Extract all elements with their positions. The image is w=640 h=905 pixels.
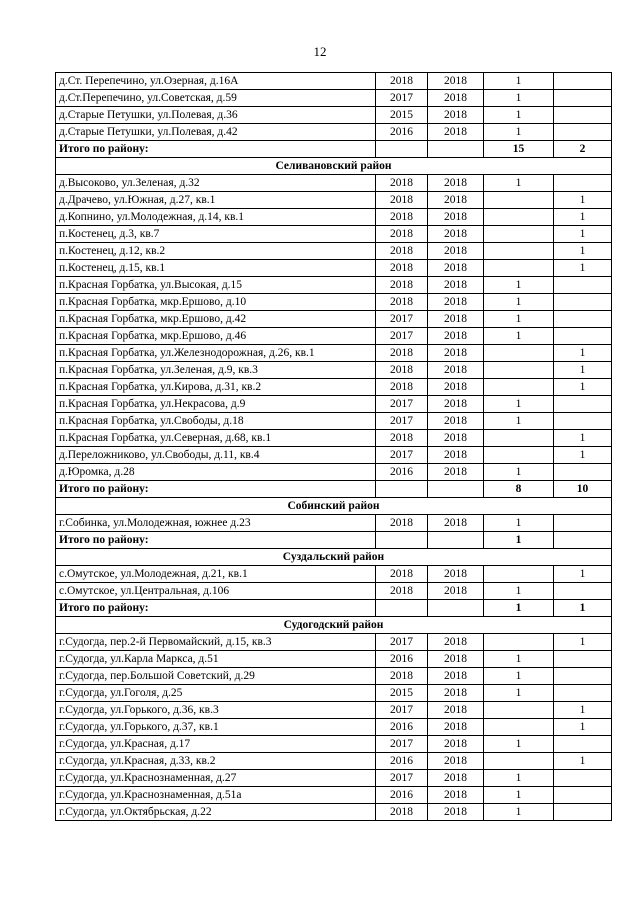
cell-count-b [554, 464, 612, 481]
cell-address: п.Красная Горбатка, ул.Некрасова, д.9 [56, 396, 376, 413]
cell-year-built: 2015 [376, 685, 428, 702]
table-row [56, 804, 612, 821]
cell-count-b [554, 804, 612, 821]
cell-year-built: 2018 [376, 175, 428, 192]
cell-count-b [554, 90, 612, 107]
cell-count-a: 1 [484, 787, 554, 804]
cell-count-a [484, 430, 554, 447]
cell-year-planned: 2018 [428, 770, 484, 787]
cell-year-planned: 2018 [428, 209, 484, 226]
table-row [56, 379, 612, 396]
cell-year-built: 2018 [376, 243, 428, 260]
cell-address: с.Омутское, ул.Молодежная, д.21, кв.1 [56, 566, 376, 583]
cell-address: п.Красная Горбатка, ул.Северная, д.68, кв.1 [56, 430, 376, 447]
cell-year-planned: 2018 [428, 311, 484, 328]
cell-count-a: 1 [484, 464, 554, 481]
table-row [56, 107, 612, 124]
table-row [56, 73, 612, 90]
table-row [56, 243, 612, 260]
table-row [56, 464, 612, 481]
empty-cell [376, 141, 428, 158]
cell-count-b [554, 685, 612, 702]
empty-cell [428, 481, 484, 498]
cell-count-a [484, 226, 554, 243]
cell-count-a: 1 [484, 396, 554, 413]
cell-year-planned: 2018 [428, 260, 484, 277]
cell-year-planned: 2018 [428, 362, 484, 379]
cell-year-planned: 2018 [428, 583, 484, 600]
cell-name: Судогодский район [56, 617, 612, 634]
cell-year-built: 2016 [376, 787, 428, 804]
cell-year-planned: 2018 [428, 736, 484, 753]
empty-cell [428, 141, 484, 158]
registry-table-body [56, 73, 612, 821]
cell-count-a: 15 [484, 141, 554, 158]
cell-year-planned: 2018 [428, 515, 484, 532]
cell-count-b: 1 [554, 753, 612, 770]
cell-year-built: 2018 [376, 192, 428, 209]
cell-year-built: 2017 [376, 702, 428, 719]
empty-cell [428, 600, 484, 617]
cell-year-built: 2017 [376, 311, 428, 328]
cell-address: г.Судогда, пер.Большой Советский, д.29 [56, 668, 376, 685]
cell-year-planned: 2018 [428, 175, 484, 192]
cell-count-a [484, 192, 554, 209]
cell-count-b: 1 [554, 345, 612, 362]
cell-count-b [554, 787, 612, 804]
cell-address: п.Костенец, д.15, кв.1 [56, 260, 376, 277]
cell-count-a: 1 [484, 532, 554, 549]
cell-count-b [554, 515, 612, 532]
cell-address: п.Красная Горбатка, ул.Зеленая, д.9, кв.3 [56, 362, 376, 379]
cell-year-built: 2018 [376, 226, 428, 243]
table-row [56, 345, 612, 362]
cell-year-planned: 2018 [428, 685, 484, 702]
table-row [56, 566, 612, 583]
cell-address: п.Красная Горбатка, мкр.Ершово, д.10 [56, 294, 376, 311]
cell-address: г.Судогда, ул.Красная, д.17 [56, 736, 376, 753]
cell-year-built: 2016 [376, 753, 428, 770]
cell-address: г.Судогда, пер.2-й Первомайский, д.15, кв.3 [56, 634, 376, 651]
cell-count-b [554, 294, 612, 311]
cell-count-a [484, 345, 554, 362]
table-row [56, 311, 612, 328]
table-row [56, 651, 612, 668]
page-number: 12 [313, 44, 327, 59]
empty-cell [376, 600, 428, 617]
cell-count-a [484, 719, 554, 736]
cell-year-planned: 2018 [428, 668, 484, 685]
cell-year-planned: 2018 [428, 73, 484, 90]
cell-year-planned: 2018 [428, 464, 484, 481]
table-row [56, 515, 612, 532]
cell-count-a [484, 260, 554, 277]
table-row [56, 396, 612, 413]
cell-year-planned: 2018 [428, 226, 484, 243]
cell-year-planned: 2018 [428, 702, 484, 719]
table-row [56, 192, 612, 209]
cell-year-planned: 2018 [428, 634, 484, 651]
cell-address: с.Омутское, ул.Центральная, д.106 [56, 583, 376, 600]
cell-count-a [484, 702, 554, 719]
district-header-row [56, 158, 612, 175]
cell-count-a: 1 [484, 515, 554, 532]
table-row [56, 787, 612, 804]
cell-count-b: 1 [554, 226, 612, 243]
cell-count-a: 1 [484, 413, 554, 430]
cell-address: г.Собинка, ул.Молодежная, южнее д.23 [56, 515, 376, 532]
cell-year-planned: 2018 [428, 787, 484, 804]
cell-count-a: 1 [484, 277, 554, 294]
cell-count-a: 1 [484, 651, 554, 668]
cell-count-a [484, 753, 554, 770]
cell-count-b [554, 107, 612, 124]
cell-year-planned: 2018 [428, 90, 484, 107]
cell-count-b: 1 [554, 379, 612, 396]
cell-year-built: 2017 [376, 634, 428, 651]
cell-count-a: 1 [484, 583, 554, 600]
table-row [56, 124, 612, 141]
cell-count-b [554, 651, 612, 668]
cell-count-b: 1 [554, 634, 612, 651]
table-row [56, 753, 612, 770]
cell-count-a: 1 [484, 107, 554, 124]
cell-year-built: 2017 [376, 413, 428, 430]
cell-address: п.Красная Горбатка, мкр.Ершово, д.42 [56, 311, 376, 328]
cell-count-a: 1 [484, 328, 554, 345]
cell-count-b: 10 [554, 481, 612, 498]
cell-count-a: 1 [484, 770, 554, 787]
cell-year-built: 2018 [376, 804, 428, 821]
table-row [56, 668, 612, 685]
cell-count-b [554, 73, 612, 90]
cell-year-planned: 2018 [428, 107, 484, 124]
cell-address: д.Юромка, д.28 [56, 464, 376, 481]
cell-address: г.Судогда, ул.Гоголя, д.25 [56, 685, 376, 702]
cell-count-a: 1 [484, 175, 554, 192]
cell-address: п.Костенец, д.3, кв.7 [56, 226, 376, 243]
cell-count-b: 1 [554, 243, 612, 260]
cell-count-b [554, 532, 612, 549]
cell-count-b: 1 [554, 192, 612, 209]
cell-year-built: 2018 [376, 277, 428, 294]
cell-year-planned: 2018 [428, 804, 484, 821]
cell-year-built: 2016 [376, 651, 428, 668]
cell-count-a [484, 362, 554, 379]
cell-address: д.Копнино, ул.Молодежная, д.14, кв.1 [56, 209, 376, 226]
cell-count-b: 1 [554, 260, 612, 277]
district-header-row [56, 549, 612, 566]
table-row [56, 430, 612, 447]
cell-name: Собинский район [56, 498, 612, 515]
cell-year-built: 2018 [376, 362, 428, 379]
table-row [56, 90, 612, 107]
cell-address: д.Ст. Перепечино, ул.Озерная, д.16А [56, 73, 376, 90]
cell-count-a [484, 447, 554, 464]
cell-year-planned: 2018 [428, 192, 484, 209]
cell-year-planned: 2018 [428, 430, 484, 447]
district-total-row [56, 600, 612, 617]
cell-year-planned: 2018 [428, 345, 484, 362]
cell-count-b: 1 [554, 447, 612, 464]
cell-count-a: 1 [484, 90, 554, 107]
empty-cell [376, 532, 428, 549]
cell-count-a [484, 243, 554, 260]
registry-table [55, 72, 612, 821]
cell-address: п.Красная Горбатка, мкр.Ершово, д.46 [56, 328, 376, 345]
table-row [56, 260, 612, 277]
cell-year-planned: 2018 [428, 566, 484, 583]
table-row [56, 447, 612, 464]
empty-cell [376, 481, 428, 498]
table-row [56, 277, 612, 294]
cell-name: Суздальский район [56, 549, 612, 566]
table-row [56, 226, 612, 243]
cell-year-planned: 2018 [428, 124, 484, 141]
cell-address: г.Судогда, ул.Горького, д.36, кв.3 [56, 702, 376, 719]
cell-year-planned: 2018 [428, 294, 484, 311]
cell-address: г.Судогда, ул.Горького, д.37, кв.1 [56, 719, 376, 736]
cell-label: Итого по району: [56, 532, 376, 549]
district-total-row [56, 141, 612, 158]
cell-year-planned: 2018 [428, 651, 484, 668]
cell-year-built: 2018 [376, 583, 428, 600]
cell-year-built: 2017 [376, 90, 428, 107]
cell-count-b [554, 668, 612, 685]
cell-year-planned: 2018 [428, 277, 484, 294]
cell-address: г.Судогда, ул.Красная, д.33, кв.2 [56, 753, 376, 770]
cell-year-built: 2016 [376, 124, 428, 141]
cell-address: п.Красная Горбатка, ул.Свободы, д.18 [56, 413, 376, 430]
cell-count-b [554, 124, 612, 141]
table-row [56, 770, 612, 787]
table-row [56, 736, 612, 753]
cell-year-built: 2018 [376, 566, 428, 583]
table-row [56, 328, 612, 345]
cell-label: Итого по району: [56, 481, 376, 498]
cell-address: п.Красная Горбатка, ул.Кирова, д.31, кв.2 [56, 379, 376, 396]
cell-year-built: 2018 [376, 260, 428, 277]
cell-count-a [484, 209, 554, 226]
cell-count-b [554, 736, 612, 753]
cell-year-built: 2018 [376, 430, 428, 447]
cell-address: г.Судогда, ул.Октябрьская, д.22 [56, 804, 376, 821]
table-row [56, 583, 612, 600]
cell-count-b [554, 311, 612, 328]
district-header-row [56, 617, 612, 634]
table-row [56, 702, 612, 719]
cell-address: г.Судогда, ул.Краснознаменная, д.27 [56, 770, 376, 787]
cell-count-a [484, 634, 554, 651]
cell-year-planned: 2018 [428, 396, 484, 413]
district-header-row [56, 498, 612, 515]
cell-year-built: 2016 [376, 464, 428, 481]
cell-name: Селивановский район [56, 158, 612, 175]
cell-address: г.Судогда, ул.Карла Маркса, д.51 [56, 651, 376, 668]
district-total-row [56, 481, 612, 498]
cell-year-planned: 2018 [428, 447, 484, 464]
cell-year-built: 2018 [376, 345, 428, 362]
cell-count-b: 1 [554, 600, 612, 617]
table-row [56, 362, 612, 379]
cell-count-a: 1 [484, 685, 554, 702]
cell-count-a: 1 [484, 73, 554, 90]
cell-address: д.Переложниково, ул.Свободы, д.11, кв.4 [56, 447, 376, 464]
cell-count-a: 1 [484, 736, 554, 753]
cell-year-built: 2017 [376, 328, 428, 345]
cell-year-planned: 2018 [428, 753, 484, 770]
cell-address: п.Костенец, д.12, кв.2 [56, 243, 376, 260]
table-row [56, 209, 612, 226]
cell-address: п.Красная Горбатка, ул.Железнодорожная, д.26, кв.1 [56, 345, 376, 362]
cell-count-b: 1 [554, 566, 612, 583]
cell-address: д.Старые Петушки, ул.Полевая, д.42 [56, 124, 376, 141]
cell-count-b [554, 175, 612, 192]
cell-count-a: 1 [484, 804, 554, 821]
cell-count-a: 8 [484, 481, 554, 498]
cell-year-built: 2018 [376, 209, 428, 226]
cell-count-b: 2 [554, 141, 612, 158]
cell-year-built: 2018 [376, 668, 428, 685]
cell-count-b: 1 [554, 209, 612, 226]
cell-year-built: 2017 [376, 447, 428, 464]
cell-count-b [554, 770, 612, 787]
cell-year-built: 2016 [376, 719, 428, 736]
cell-year-built: 2017 [376, 396, 428, 413]
cell-year-planned: 2018 [428, 379, 484, 396]
cell-count-b: 1 [554, 719, 612, 736]
cell-count-a [484, 379, 554, 396]
cell-label: Итого по району: [56, 600, 376, 617]
table-row [56, 413, 612, 430]
district-total-row [56, 532, 612, 549]
cell-count-a: 1 [484, 294, 554, 311]
cell-count-a [484, 566, 554, 583]
cell-year-planned: 2018 [428, 413, 484, 430]
cell-address: п.Красная Горбатка, ул.Высокая, д.15 [56, 277, 376, 294]
table-row [56, 719, 612, 736]
cell-year-built: 2017 [376, 736, 428, 753]
table-row [56, 175, 612, 192]
cell-count-a: 1 [484, 124, 554, 141]
cell-count-b [554, 583, 612, 600]
cell-address: г.Судогда, ул.Краснознаменная, д.51а [56, 787, 376, 804]
cell-count-a: 1 [484, 600, 554, 617]
cell-year-built: 2018 [376, 73, 428, 90]
cell-year-planned: 2018 [428, 719, 484, 736]
cell-year-built: 2018 [376, 515, 428, 532]
cell-year-built: 2018 [376, 294, 428, 311]
cell-count-b [554, 328, 612, 345]
cell-address: д.Старые Петушки, ул.Полевая, д.36 [56, 107, 376, 124]
cell-label: Итого по району: [56, 141, 376, 158]
cell-count-b [554, 413, 612, 430]
cell-year-built: 2015 [376, 107, 428, 124]
cell-year-planned: 2018 [428, 243, 484, 260]
cell-count-b: 1 [554, 430, 612, 447]
cell-address: д.Ст.Перепечино, ул.Советская, д.59 [56, 90, 376, 107]
cell-count-a: 1 [484, 668, 554, 685]
cell-year-planned: 2018 [428, 328, 484, 345]
cell-count-b [554, 277, 612, 294]
empty-cell [428, 532, 484, 549]
cell-address: д.Высоково, ул.Зеленая, д.32 [56, 175, 376, 192]
table-row [56, 685, 612, 702]
table-row [56, 294, 612, 311]
cell-count-b: 1 [554, 362, 612, 379]
cell-count-b [554, 396, 612, 413]
cell-year-built: 2018 [376, 379, 428, 396]
cell-count-a: 1 [484, 311, 554, 328]
table-row [56, 634, 612, 651]
cell-address: д.Драчево, ул.Южная, д.27, кв.1 [56, 192, 376, 209]
cell-count-b: 1 [554, 702, 612, 719]
cell-year-built: 2017 [376, 770, 428, 787]
